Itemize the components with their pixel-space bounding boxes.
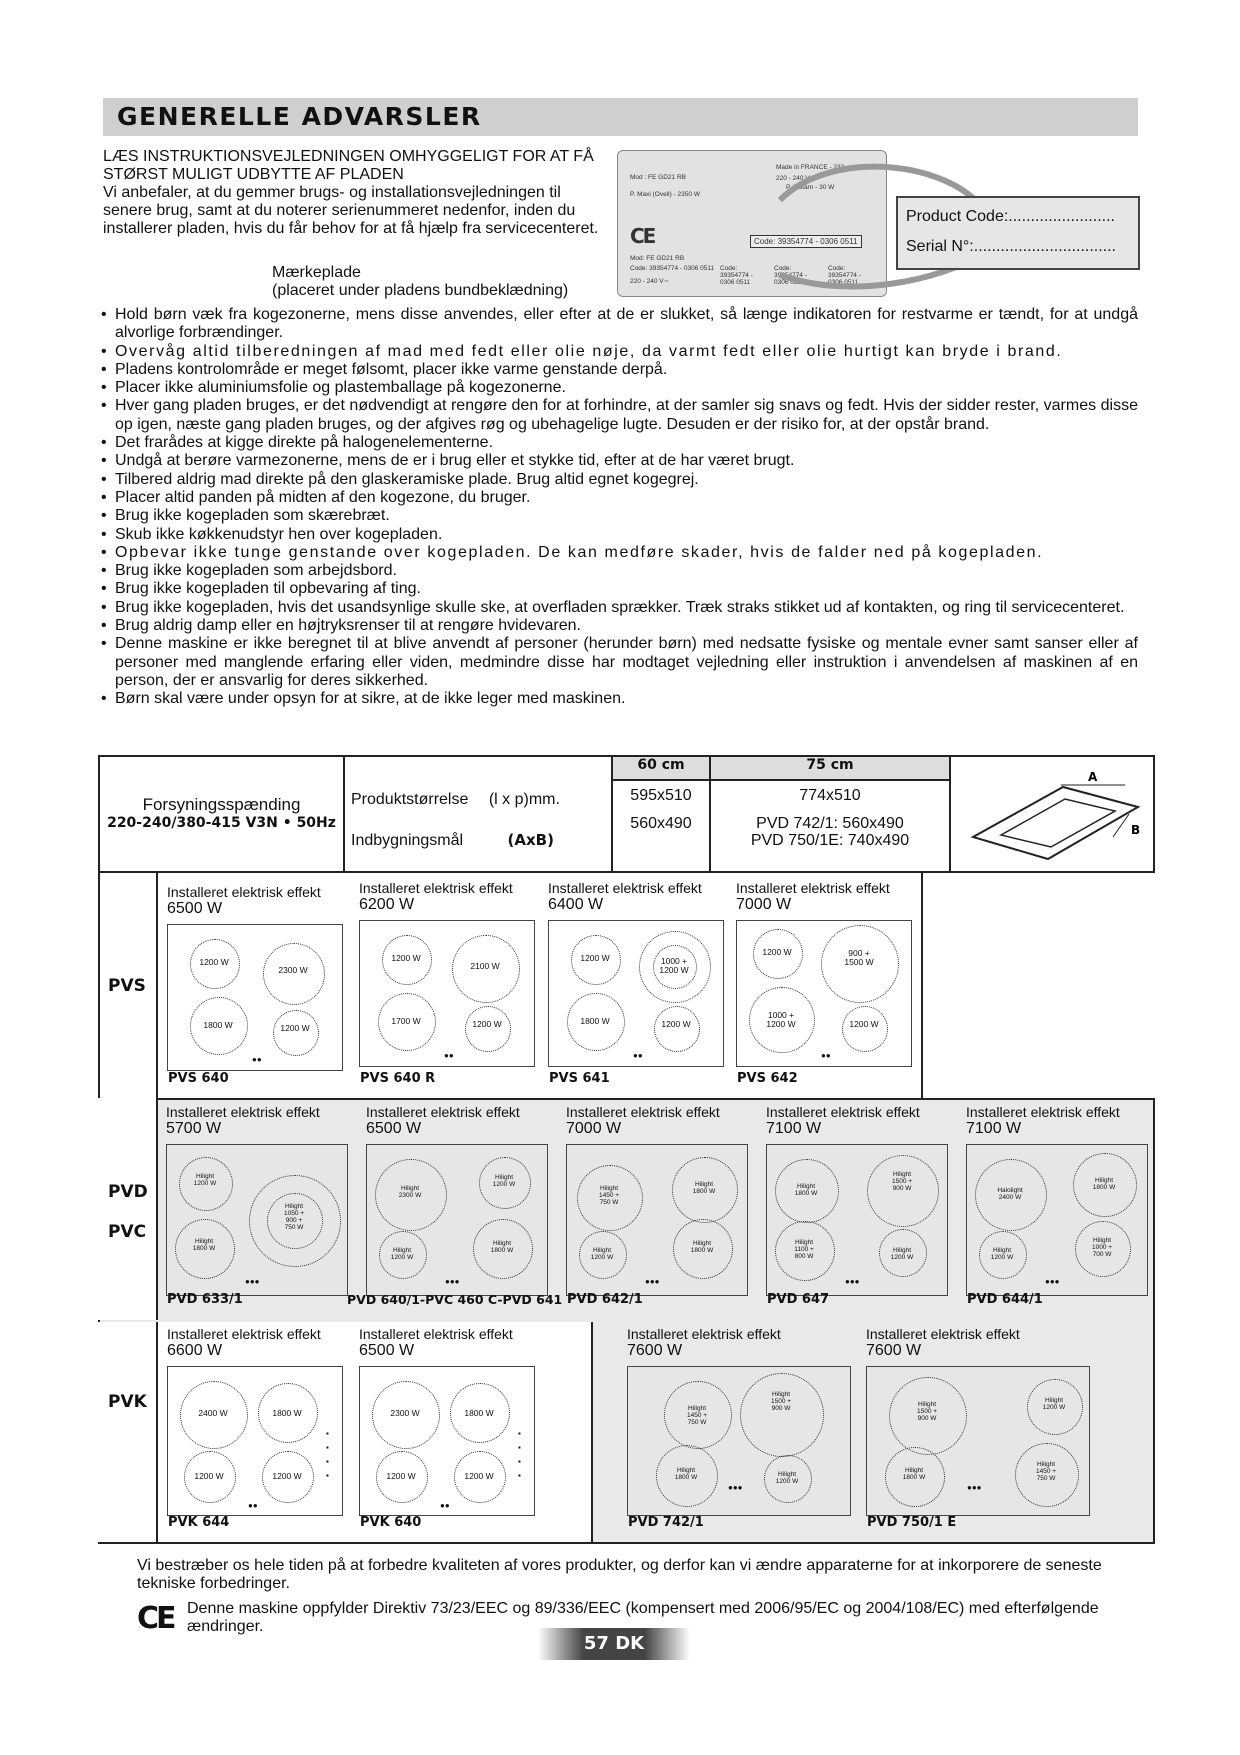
- warning-item: • Opbevar ikke tunge genstande over kogepladen. De kan medføre skader, hvis de falder ned på kogepladen.: [100, 544, 1138, 562]
- zone-label: 1800 W: [272, 1408, 302, 1418]
- zone-label: Hilight 1800 W: [490, 1240, 514, 1254]
- hob-pvd-647: [766, 1104, 948, 1296]
- model-name: PVS 641: [549, 1071, 610, 1086]
- zone-label: 1200 W: [199, 957, 229, 967]
- rating-mod: Mod : FE GD21 RB: [630, 174, 686, 181]
- group-label-pvk: PVK: [108, 1392, 147, 1412]
- effect-value: 6500 W: [167, 900, 223, 917]
- zone-label: Hilight 1050 + 900 + 750 W: [283, 1203, 305, 1231]
- hob-panel: [167, 1366, 343, 1516]
- ce-mark-small: CE: [630, 224, 655, 248]
- zone-label: Hilight 1500 + 900 W: [916, 1401, 938, 1422]
- intro-heading: LÆS INSTRUKTIONSVEJLEDNINGEN OMHYGGELIGT FOR AT FÅ STØRST MULIGT UDBYTTE AF PLADEN: [103, 148, 594, 183]
- control-knob-icon: ●●: [633, 1051, 643, 1060]
- zone-label: Hilight 1200 W: [590, 1247, 614, 1261]
- hob-pvd-644: [966, 1104, 1148, 1296]
- zone-label: 900 + 1500 W: [844, 948, 874, 967]
- plate-caption-location: (placeret under pladens bundbeklædning): [272, 282, 569, 299]
- cooking-zone: [465, 1006, 511, 1052]
- effect-value: 7000 W: [566, 1120, 622, 1137]
- zone-label: 1000 + 1200 W: [766, 1010, 796, 1029]
- control-knob-icon: ●●●: [645, 1277, 660, 1286]
- warning-item: • Det frarådes at kigge direkte på halogenelementerne.: [100, 434, 1138, 452]
- cutout-label: Indbygningsmål: [351, 832, 464, 849]
- effect-label: Installeret elektrisk effekt: [736, 880, 890, 896]
- hob-pvd-633: [166, 1104, 348, 1296]
- cooking-zone: [654, 1006, 700, 1052]
- hob-panel: [366, 1144, 548, 1296]
- col-75-header: 75 cm: [710, 756, 950, 780]
- zone-label: 1200 W: [280, 1023, 310, 1033]
- effect-value: 6500 W: [359, 1342, 415, 1359]
- effect-label: Installeret elektrisk effekt: [166, 1104, 320, 1120]
- zone-label: Hilight 2300 W: [398, 1185, 422, 1199]
- model-name: PVD 640/1-PVC 460 C-PVD 641: [347, 1292, 563, 1307]
- control-knob-icon: ●●●: [967, 1483, 982, 1492]
- effect-value: 5700 W: [166, 1120, 222, 1137]
- warning-item: • Brug ikke kogepladen, hvis det usandsynlige skulle ske, at overfladen sprækker. Træk straks stikket ud af kontakten, og ring til servicecenteret.: [100, 599, 1138, 617]
- effect-label: Installeret elektrisk effekt: [167, 1326, 321, 1342]
- zone-label: Hilight 1800 W: [690, 1240, 714, 1254]
- warning-item: • Placer ikke aluminiumsfolie og plastemballage på kogezonerne.: [100, 379, 1138, 397]
- warning-item: • Overvåg altid tilberedningen af mad med fedt eller olie nøje, da varmt fedt eller olie hurtigt kan bryde i brand.: [100, 343, 1138, 361]
- warning-item: • Børn skal være under opsyn for at sikre, at de ikke leger med maskinen.: [100, 690, 1138, 708]
- warning-item: • Brug ikke kogepladen til opbevaring af ting.: [100, 580, 1138, 598]
- control-knob-icon: ●●: [821, 1051, 831, 1060]
- zone-label: Hilight 1500 + 900 W: [891, 1171, 913, 1192]
- zone-label: Hilight 1000 + 700 W: [1091, 1237, 1113, 1258]
- warning-item: • Hold børn væk fra kogezonerne, mens disse anvendes, eller efter at de er slukket, så længe indikatoren for restvarme er tændt, for at undgå alvorlige forbrændinger.: [100, 306, 1138, 343]
- plate-caption: [272, 264, 568, 300]
- size-label: Produktstørrelse: [351, 791, 469, 808]
- effect-label: Installeret elektrisk effekt: [627, 1326, 781, 1342]
- model-name: PVD 644/1: [967, 1292, 1043, 1307]
- group-label-pvs: PVS: [108, 976, 146, 996]
- size-75-cell: [710, 780, 950, 872]
- model-name: PVD 633/1: [167, 1292, 243, 1307]
- model-name: PVD 742/1: [628, 1515, 704, 1530]
- section-header: [103, 98, 1138, 136]
- spec-table: [98, 755, 1155, 873]
- rating-mod2: Mod: FE GD21 RB: [630, 255, 685, 262]
- control-knob-icon: ●●●: [845, 1277, 860, 1286]
- warnings-list: [100, 306, 1138, 709]
- zone-label: 1800 W: [203, 1020, 233, 1030]
- warning-item: • Skub ikke køkkenudstyr hen over kogepladen.: [100, 526, 1138, 544]
- effect-label: Installeret elektrisk effekt: [866, 1326, 1020, 1342]
- zone-label: Hilight 1200 W: [492, 1174, 516, 1188]
- model-name: PVD 642/1: [567, 1292, 643, 1307]
- zone-label: 1200 W: [661, 1019, 691, 1029]
- cooking-zone: [842, 1006, 888, 1052]
- effect-value: 7600 W: [866, 1342, 922, 1359]
- zone-label: Hilight 1800 W: [1092, 1177, 1116, 1191]
- cutout-diagram: [953, 759, 1153, 869]
- col-60-header: 60 cm: [612, 756, 710, 780]
- hob-dimension-diagram: [950, 756, 1154, 872]
- size-60-cell: [612, 780, 710, 872]
- hob-panel: [359, 920, 535, 1067]
- effect-value: 7600 W: [627, 1342, 683, 1359]
- dim-label-b: B: [1131, 823, 1141, 837]
- zone-label: Hilight 1450 + 750 W: [598, 1185, 620, 1206]
- hob-panel: [627, 1366, 851, 1516]
- control-knob-icon: ●●: [444, 1051, 454, 1060]
- hob-pvs-640-r: [359, 880, 535, 1067]
- zone-label: Hilight 1800 W: [902, 1467, 926, 1481]
- hob-panel: [566, 1144, 748, 1296]
- dimension-label-cell: [344, 756, 612, 872]
- hob-panel: [736, 920, 912, 1067]
- pvd-group-cell: [98, 1098, 158, 1320]
- zone-label: 1800 W: [464, 1408, 494, 1418]
- effect-value: 7100 W: [966, 1120, 1022, 1137]
- model-name: PVS 642: [737, 1071, 798, 1086]
- rating-code2: Code: 39354774 - 0306 0511: [630, 265, 715, 272]
- cutout-unit: (AxB): [507, 831, 554, 849]
- cutout-75-pvd742: PVD 742/1: 560x490: [756, 815, 904, 833]
- hob-pvk-640: [359, 1326, 535, 1516]
- control-knob-icon: ●●●: [445, 1277, 460, 1286]
- cutout-60: 560x490: [630, 815, 692, 833]
- size-75: 774x510: [799, 787, 861, 805]
- hob-panel: [548, 920, 724, 1067]
- hob-panel: [766, 1144, 948, 1296]
- product-code-line: Product Code:........................: [906, 208, 1115, 225]
- zone-label: Hilight 1800 W: [794, 1183, 818, 1197]
- zone-label: Hilight 1200 W: [1042, 1397, 1066, 1411]
- effect-value: 7100 W: [766, 1120, 822, 1137]
- zone-label: 1200 W: [472, 1019, 502, 1029]
- plate-caption-title: Mærkeplade: [272, 264, 361, 281]
- hob-pvd-742: [627, 1326, 851, 1516]
- effect-value: 6600 W: [167, 1342, 223, 1359]
- page-number: 57 DK: [538, 1628, 690, 1660]
- zone-label: Hilight 1100 + 800 W: [794, 1239, 814, 1260]
- zone-label: 2300 W: [390, 1408, 420, 1418]
- model-name: PVD 750/1 E: [867, 1515, 957, 1530]
- control-knob-icon: ●●●: [245, 1277, 260, 1286]
- hob-pvk-644: [167, 1326, 343, 1516]
- model-name: PVK 640: [360, 1515, 422, 1530]
- warning-item: • Brug aldrig damp eller en højtryksrenser til at rengøre hvidevaren.: [100, 617, 1138, 635]
- control-knob-icon: ●●: [440, 1501, 450, 1510]
- cooking-zone: [740, 1373, 824, 1457]
- zone-label: Hilight 1500 + 900 W: [770, 1391, 792, 1412]
- zone-label: 1000 + 1200 W: [659, 956, 689, 975]
- product-code-box: [896, 196, 1140, 270]
- zone-label: Hilight 1200 W: [390, 1247, 414, 1261]
- zone-label: Halolight 2400 W: [997, 1187, 1023, 1201]
- zone-label: 1200 W: [580, 953, 610, 963]
- directive-notice: Denne maskine oppfylder Direktiv 73/23/EEC og 89/336/EEC (kompensert med 2006/95/EC og 2004/108/EC) med efterfølgende ændringer.: [187, 1600, 1099, 1635]
- size-60: 595x510: [630, 787, 692, 805]
- zone-label: Hilight 1200 W: [990, 1247, 1014, 1261]
- hob-pvs-642: [736, 880, 912, 1067]
- hob-panel: [359, 1366, 535, 1516]
- zone-label: 2400 W: [198, 1408, 228, 1418]
- effect-label: Installeret elektrisk effekt: [966, 1104, 1120, 1120]
- ce-mark-icon: CE: [137, 1601, 174, 1636]
- improvement-notice: Vi bestræber os hele tiden på at forbedre kvaliteten af vores produkter, og derfor kan vi ændre apparaterne for at inkorporere de seneste tekniske forbedringer.: [137, 1557, 1102, 1592]
- hob-pvd-642: [566, 1104, 748, 1296]
- intro-block: [103, 148, 603, 238]
- hob-pvs-641: [548, 880, 724, 1067]
- zone-label: Hilight 1200 W: [890, 1247, 914, 1261]
- effect-value: 6400 W: [548, 896, 604, 913]
- zone-label: Hilight 1450 + 750 W: [686, 1405, 708, 1426]
- zone-label: Hilight 1800 W: [192, 1238, 216, 1252]
- model-name: PVS 640: [168, 1071, 229, 1086]
- rating-tag2: Code: 39354774 - 0306 0511: [774, 265, 807, 286]
- hob-panel: [966, 1144, 1148, 1296]
- zone-label: 1800 W: [580, 1016, 610, 1026]
- effect-value: 7000 W: [736, 896, 792, 913]
- control-knob-icon: ●●: [248, 1501, 258, 1510]
- control-knob-icon: ▪ ▪ ▪ ▪: [518, 1429, 521, 1480]
- zone-label: 1200 W: [464, 1471, 494, 1481]
- hob-pvd-640: [366, 1104, 548, 1296]
- intro-body: Vi anbefaler, at du gemmer brugs- og installationsvejledningen til senere brug, samt at du noterer serienummeret nedenfor, inden du installerer pladen, hvis du får behov for at få hjælp fra servicecenteret.: [103, 184, 599, 237]
- zone-label: 1200 W: [386, 1471, 416, 1481]
- hob-panel: [166, 1144, 348, 1296]
- control-knob-icon: ●●●: [728, 1483, 743, 1492]
- zone-label: 2300 W: [278, 965, 308, 975]
- rating-pmax: P. Maxi (Ovell) - 2350 W: [630, 191, 700, 198]
- effect-value: 6200 W: [359, 896, 415, 913]
- rating-voltage: 220 - 240 V∼: [776, 175, 816, 182]
- hob-panel: [167, 924, 343, 1071]
- effect-value: 6500 W: [366, 1120, 422, 1137]
- pvk-group-cell: [98, 1322, 158, 1542]
- rating-made-in: Made in FRANCE - 232 -: [776, 164, 849, 171]
- dim-label-a: A: [1088, 770, 1098, 784]
- rating-tag1: Code: 39354774 - 0306 0511: [720, 265, 753, 286]
- warning-item: • Denne maskine er ikke beregnet til at blive anvendt af personer (herunder børn) med nedsatte fysiske og mentale evner samt sanser eller af personer med manglende erfaring eller viden, medmindre disse har modtaget vejledning eller instruktion i anvendelsen af maskinen af en person, der er ansvarlig for deres sikkerhed.: [100, 635, 1138, 690]
- warning-item: • Pladens kontrolområde er meget følsomt, placer ikke varme genstande derpå.: [100, 361, 1138, 379]
- supply-cell: [99, 756, 344, 872]
- warning-item: • Tilbered aldrig mad direkte på den glaskeramiske plade. Brug altid egnet kogegrej.: [100, 471, 1138, 489]
- cooking-zone: [273, 1010, 319, 1056]
- hob-pvs-640: [167, 884, 343, 1071]
- zone-label: 2100 W: [470, 961, 500, 971]
- zone-label: Hilight 1200 W: [775, 1471, 799, 1485]
- control-knob-icon: ●●: [252, 1055, 262, 1064]
- effect-label: Installeret elektrisk effekt: [548, 880, 702, 896]
- zone-label: Hilight 1800 W: [674, 1467, 698, 1481]
- zone-label: 1200 W: [849, 1019, 879, 1029]
- model-name: PVK 644: [168, 1515, 230, 1530]
- group-label-pvc: PVC: [108, 1222, 147, 1242]
- warning-item: • Placer altid panden på midten af den kogezone, du bruger.: [100, 489, 1138, 507]
- zone-label: 1200 W: [272, 1471, 302, 1481]
- supply-label: Forsyningsspænding: [142, 795, 301, 814]
- size-unit: (l x p)mm.: [488, 791, 560, 808]
- effect-label: Installeret elektrisk effekt: [167, 884, 321, 900]
- zone-label: Hilight 1200 W: [193, 1173, 217, 1187]
- zone-label: 1200 W: [762, 947, 792, 957]
- zone-label: 1200 W: [194, 1471, 224, 1481]
- effect-label: Installeret elektrisk effekt: [359, 880, 513, 896]
- warning-item: • Brug ikke kogepladen som skærebræt.: [100, 507, 1138, 525]
- effect-label: Installeret elektrisk effekt: [766, 1104, 920, 1120]
- supply-value: 220-240/380-415 V3N • 50Hz: [107, 815, 336, 831]
- control-knob-icon: ▪ ▪ ▪ ▪: [326, 1429, 329, 1480]
- zone-label: Hilight 1450 + 750 W: [1035, 1461, 1057, 1482]
- model-name: PVD 647: [767, 1292, 830, 1307]
- rating-volt2: 220 - 240 V∼: [630, 278, 670, 285]
- zone-label: 1200 W: [391, 953, 421, 963]
- effect-label: Installeret elektrisk effekt: [566, 1104, 720, 1120]
- rating-tag3: Code: 39354774 - 0306 0511: [828, 265, 861, 286]
- zone-label: 1700 W: [391, 1016, 421, 1026]
- hob-panel: [866, 1366, 1090, 1516]
- serial-line: Serial N°:................................: [906, 238, 1116, 255]
- warning-item: • Hver gang pladen bruges, er det nødvendigt at rengøre den for at forhindre, at der samler sig snavs og fedt. Hvis der sidder rester, varmes disse op igen, næste gang pladen bruges, og der afgives røg og ubehagelige lugte. Desuden er der risiko for, at der opstår brand.: [100, 397, 1138, 434]
- warning-item: • Brug ikke kogepladen som arbejdsbord.: [100, 562, 1138, 580]
- warning-item: • Undgå at berøre varmezonerne, mens de er i brug eller et stykke tid, efter at de har været brugt.: [100, 452, 1138, 470]
- group-label-pvd: PVD: [108, 1182, 148, 1202]
- effect-label: Installeret elektrisk effekt: [366, 1104, 520, 1120]
- zone-label: Hilight 1800 W: [692, 1181, 716, 1195]
- model-name: PVS 640 R: [360, 1071, 436, 1086]
- rating-code-box: Code: 39354774 - 0306 0511: [750, 235, 862, 248]
- page-title: GENERELLE ADVARSLER: [117, 102, 482, 131]
- rating-pmotor: P. Motarn - 30 W: [786, 184, 835, 191]
- effect-label: Installeret elektrisk effekt: [359, 1326, 513, 1342]
- hob-pvd-750: [866, 1326, 1090, 1516]
- control-knob-icon: ●●●: [1045, 1277, 1060, 1286]
- cutout-75-pvd750: PVD 750/1E: 740x490: [750, 832, 910, 850]
